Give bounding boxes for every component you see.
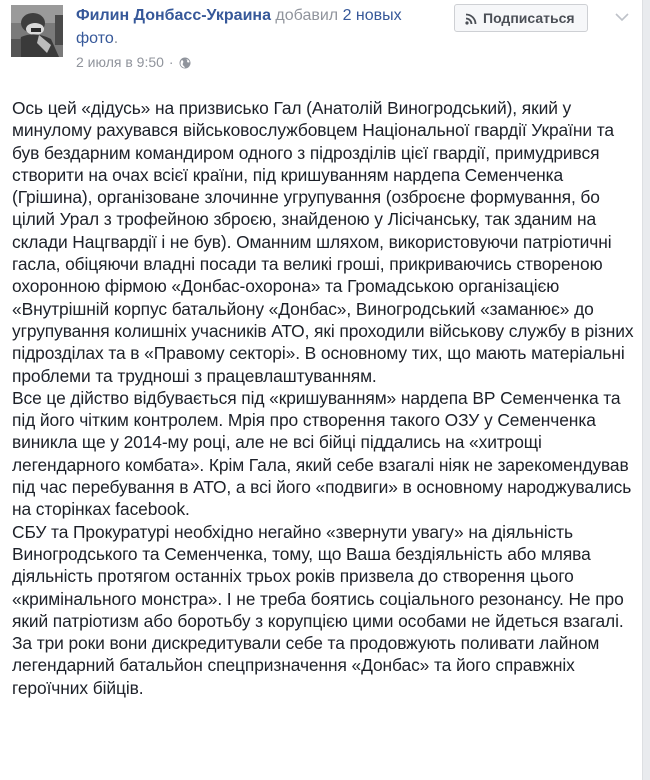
globe-icon[interactable] <box>179 56 191 68</box>
meta-separator: · <box>168 54 174 70</box>
post-options-button[interactable] <box>614 10 630 24</box>
post-paragraph-1: Ось цей «дідусь» на призвисько Гал (Анатолій Виногродський), який у минулому рахувався військовослужбовцем Національної гвардії України та був бездарним командиром одного з підрозділів цієї гвардії, примудрився створити на очах всієї країни, під кришуванням нардепа Семенченка (Грішина), організоване злочинне угрупування (озброєне формування, бо цілий Урал з трофейною зброєю, знайденою у Лісічанську, так зданим на склади Нацгвардії і не був). Оманним шляхом, використовуючи патріотичні гасла, обіцяючи владні посади та великі гроші, прикриваючись створеною охоронною фірмою «Донбас-охорона» та Громадською організацією «Внутрішній корпус батальйону «Донбас», Виногродський «заманює» до угрупування колишніх учасників АТО, які проходили військову службу в різних підрозділах та в «Правому секторі». В основному тих, що мають матеріальні проблеми та трудноші з працевлаштуванням. <box>12 98 634 386</box>
profile-photo-icon <box>11 5 63 57</box>
post-header <box>76 4 436 50</box>
post-paragraph-3: СБУ та Прокуратурі необхідно негайно «звернути увагу» на діяльність Виногродського та Семенченка, тому, що Ваша бездіяльність або млява діяльність протягом останніх трьох років призвела до створення цього «кримінального монстра». І не треба боятись соціального резонансу. Не про який патріотизм або боротьбу з корупцією цими особами не йдеться взагалі. За три роки вони дискредитували себе та продовжують поливати лайном легендарний батальйон спецпризначення «Донбас» та його справжніх героїчних бійців. <box>12 521 624 698</box>
author-avatar[interactable] <box>11 5 63 57</box>
post-body <box>12 97 640 699</box>
author-name-link[interactable]: Филин Донбасс-Украина <box>76 7 271 24</box>
photos-link[interactable]: 2 новых фото <box>76 7 402 47</box>
action-suffix: . <box>113 30 119 47</box>
post-meta <box>76 54 191 70</box>
timestamp-link[interactable]: 2 июля в 9:50 <box>76 54 164 70</box>
subscribe-button[interactable] <box>454 4 588 32</box>
action-text: добавил <box>270 7 343 24</box>
subscribe-label: Подписаться <box>483 10 575 26</box>
post-paragraph-2: Все це дійство відбувається під «кришуванням» нардепа ВР Семенченка та під його чітким контролем. Мрія про створення такого ОЗУ у Семенченка виникла ще у 2014-му році, але не всі бійці піддались на «хитрощі легендарного комбата». Крім Гала, який себе взагалі ніяк не зарекомендував під час перебування в АТО, а всі його «подвиги» в основному народжувались на сторінках facebook. <box>12 387 632 520</box>
chevron-down-icon <box>614 10 630 24</box>
rss-icon <box>465 12 477 24</box>
page-scroll-gutter <box>642 0 650 780</box>
